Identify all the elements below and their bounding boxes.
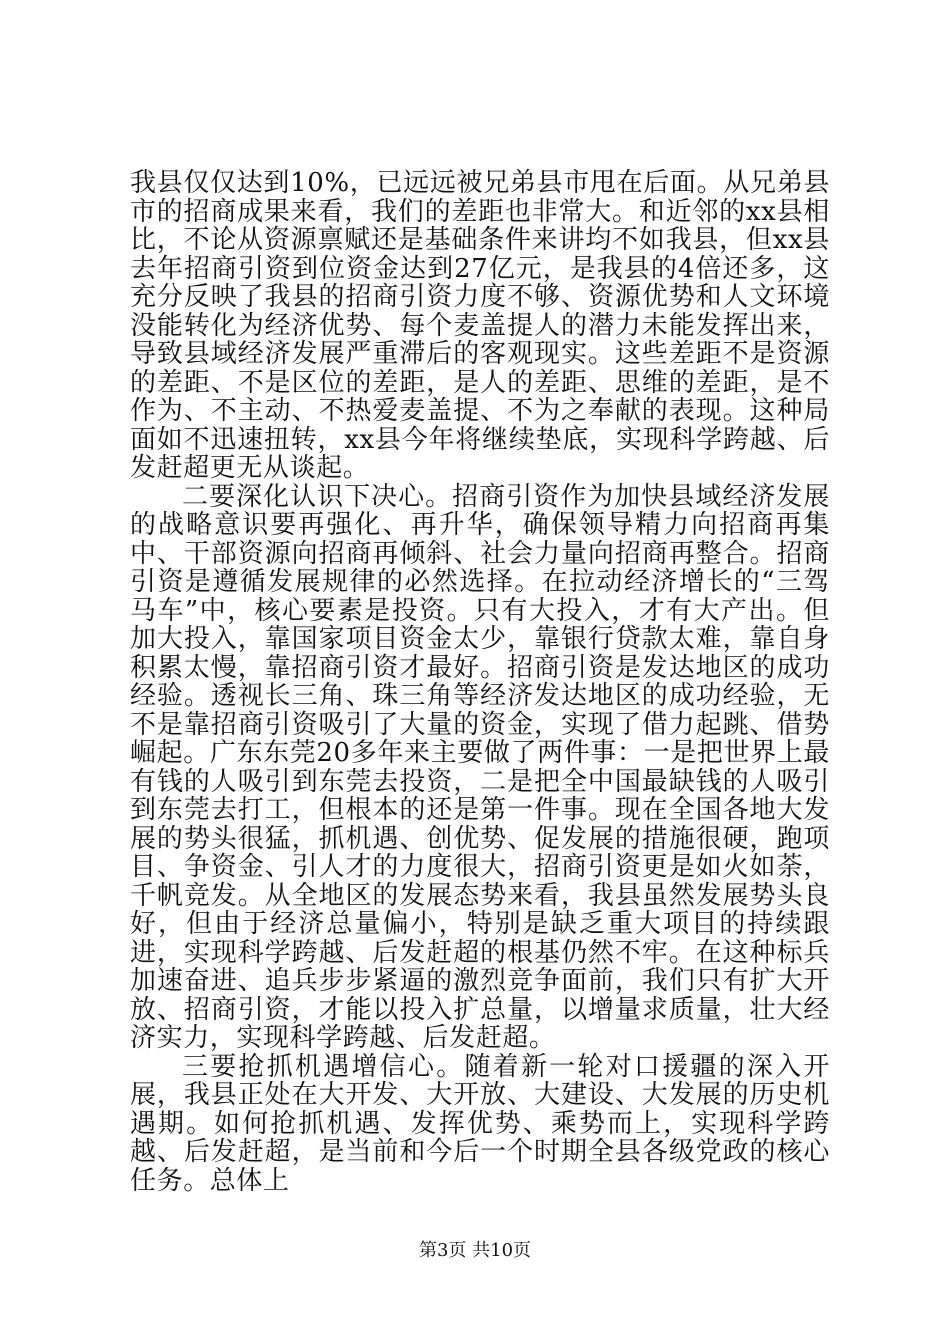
document-body: [130, 169, 830, 1195]
paragraph-3: 三要抢抓机遇增信心。随着新一轮对口援疆的深入开展，我县正处在大开发、大开放、大建设、大发展的历史机遇期。如何抢抓机遇、发挥优势、乘势而上，实现科学跨越、后发赶超，是当前和今后一个时期全县各级党政的核心任务。总体上: [130, 1051, 830, 1196]
paragraph-1: 我县仅仅达到10%，已远远被兄弟县市甩在后面。从兄弟县市的招商成果来看，我们的差距也非常大。和近邻的xx县相比，不论从资源禀赋还是基础条件来讲均不如我县，但xx县去年招商引资到位资金达到27亿元，是我县的4倍还多，这充分反映了我县的招商引资力度不够、资源优势和人文环境没能转化为经济优势、每个麦盖提人的潜力未能发挥出来，导致县域经济发展严重滞后的客观现实。这些差距不是资源的差距、不是区位的差距，是人的差距、思维的差距，是不作为、不主动、不热爱麦盖提、不为之奉献的表现。这种局面如不迅速扭转，xx县今年将继续垫底，实现科学跨越、后发赶超更无从谈起。: [130, 168, 830, 483]
paragraph-2: 二要深化认识下决心。招商引资作为加快县域经济发展的战略意识要再强化、再升华，确保领导精力向招商再集中、干部资源向招商再倾斜、社会力量向招商再整合。招商引资是遵循发展规律的必然选择。在拉动经济增长的“三驾马车”中，核心要素是投资。只有大投入，才有大产出。但加大投入，靠国家项目资金太少，靠银行贷款太难，靠自身积累太慢，靠招商引资才最好。招商引资是发达地区的成功经验。透视长三角、珠三角等经济发达地区的成功经验，无不是靠招商引资吸引了大量的资金，实现了借力起跳、借势崛起。广东东莞20多年来主要做了两件事：一是把世界上最有钱的人吸引到东莞去投资，二是把全中国最缺钱的人吸引到东莞去打工，但根本的还是第一件事。现在全国各地大发展的势头很猛，抓机遇、创优势、促发展的措施很硬，跑项目、争资金、引人才的力度很大，招商引资更是如火如荼，千帆竞发。从全地区的发展态势来看，我县虽然发展势头良好，但由于经济总量偏小，特别是缺乏重大项目的持续跟进，实现科学跨越、后发赶超的根基仍然不牢。在这种标兵加速奋进、追兵步步紧逼的激烈竞争面前，我们只有扩大开放、招商引资，才能以投入扩总量，以增量求质量，壮大经济实力，实现科学跨越、后发赶超。: [130, 481, 830, 1053]
page-number-footer: 第3页 共10页: [418, 1240, 532, 1261]
